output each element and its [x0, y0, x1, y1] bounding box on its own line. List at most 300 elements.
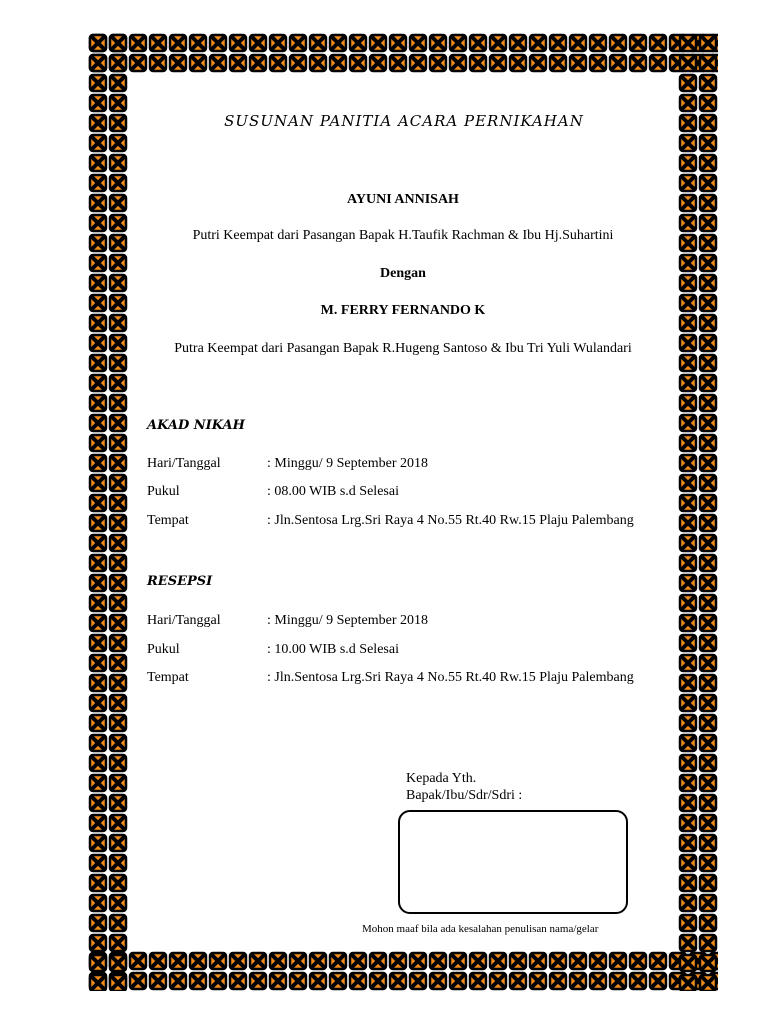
border-knot — [570, 55, 586, 71]
border-knot — [110, 755, 126, 771]
border-knot — [680, 75, 696, 91]
border-knot — [700, 695, 716, 711]
border-knot — [190, 35, 206, 51]
groom-parents: Putra Keempat dari Pasangan Bapak R.Hugeng Santoso & Ibu Tri Yuli Wulandari — [174, 341, 632, 356]
border-knot — [700, 915, 716, 931]
border-knot — [90, 515, 106, 531]
border-knot — [680, 855, 696, 871]
border-knot — [700, 795, 716, 811]
border-knot — [700, 395, 716, 411]
resepsi-time-value: : 10.00 WIB s.d Selesai — [267, 642, 399, 657]
border-knot — [90, 595, 106, 611]
border-knot — [110, 775, 126, 791]
border-knot — [700, 255, 716, 271]
border-knot — [390, 55, 406, 71]
border-knot — [470, 953, 486, 969]
border-knot — [110, 975, 126, 991]
groom-name: M. FERRY FERNANDO K — [320, 303, 486, 318]
border-knot — [90, 215, 106, 231]
border-knot — [350, 973, 366, 989]
border-knot — [90, 335, 106, 351]
border-knot — [680, 515, 696, 531]
border-knot — [90, 635, 106, 651]
border-knot — [250, 35, 266, 51]
border-knot — [680, 975, 696, 991]
border-knot — [110, 135, 126, 151]
border-knot — [110, 615, 126, 631]
border-knot — [530, 973, 546, 989]
border-knot — [130, 973, 146, 989]
border-knot — [290, 55, 306, 71]
border-knot — [680, 275, 696, 291]
border-knot — [680, 815, 696, 831]
border-knot — [310, 35, 326, 51]
border-knot — [680, 915, 696, 931]
border-knot — [110, 515, 126, 531]
border-knot — [490, 953, 506, 969]
border-knot — [680, 655, 696, 671]
border-knot — [150, 55, 166, 71]
border-knot — [90, 495, 106, 511]
border-knot — [680, 355, 696, 371]
border-knot — [700, 435, 716, 451]
resepsi-date-value: : Minggu/ 9 September 2018 — [267, 613, 428, 628]
border-knot — [700, 275, 716, 291]
border-knot — [370, 55, 386, 71]
addressee-line2: Bapak/Ibu/Sdr/Sdri : — [406, 788, 523, 803]
border-knot — [470, 973, 486, 989]
border-knot — [90, 55, 106, 71]
border-knot — [610, 35, 626, 51]
border-knot — [530, 35, 546, 51]
border-knot — [290, 973, 306, 989]
border-knot — [680, 195, 696, 211]
border-knot — [650, 953, 666, 969]
akad-heading: AKAD NIKAH — [147, 418, 245, 433]
border-knot — [680, 255, 696, 271]
border-knot — [680, 435, 696, 451]
border-knot — [680, 595, 696, 611]
border-knot — [90, 75, 106, 91]
border-knot — [700, 135, 716, 151]
akad-time-label: Pukul — [147, 484, 180, 499]
border-knot — [680, 375, 696, 391]
border-knot — [700, 535, 716, 551]
border-knot — [590, 973, 606, 989]
border-knot — [110, 735, 126, 751]
border-knot — [510, 55, 526, 71]
border-knot — [90, 435, 106, 451]
resepsi-place-value: : Jln.Sentosa Lrg.Sri Raya 4 No.55 Rt.40 Rw.15 Plaju Palembang — [267, 670, 634, 685]
border-knot — [90, 875, 106, 891]
border-knot — [700, 895, 716, 911]
border-knot — [370, 973, 386, 989]
border-knot — [110, 435, 126, 451]
border-knot — [700, 555, 716, 571]
border-knot — [490, 55, 506, 71]
border-knot — [350, 953, 366, 969]
border-knot — [90, 475, 106, 491]
border-knot — [700, 675, 716, 691]
border-knot — [680, 535, 696, 551]
border-knot — [570, 953, 586, 969]
border-knot — [680, 895, 696, 911]
border-knot — [680, 95, 696, 111]
border-knot — [110, 315, 126, 331]
border-knot — [310, 973, 326, 989]
border-knot — [110, 935, 126, 951]
border-knot — [110, 455, 126, 471]
border-knot — [110, 575, 126, 591]
border-knot — [390, 973, 406, 989]
border-knot — [680, 575, 696, 591]
resepsi-heading: RESEPSI — [147, 574, 213, 589]
border-knot — [170, 973, 186, 989]
border-knot — [90, 855, 106, 871]
border-knot — [110, 155, 126, 171]
border-knot — [680, 835, 696, 851]
border-knot — [90, 395, 106, 411]
border-knot — [230, 35, 246, 51]
border-knot — [270, 973, 286, 989]
border-knot — [680, 715, 696, 731]
border-knot — [190, 55, 206, 71]
border-knot — [90, 935, 106, 951]
resepsi-time-label: Pukul — [147, 642, 180, 657]
border-knot — [210, 35, 226, 51]
border-knot — [410, 953, 426, 969]
border-knot — [110, 835, 126, 851]
border-knot — [90, 835, 106, 851]
border-knot — [700, 175, 716, 191]
border-knot — [130, 35, 146, 51]
border-pattern-right — [678, 33, 718, 991]
border-knot — [680, 455, 696, 471]
border-knot — [550, 973, 566, 989]
border-knot — [700, 55, 716, 71]
border-knot — [630, 35, 646, 51]
border-knot — [450, 55, 466, 71]
border-knot — [90, 415, 106, 431]
border-knot — [700, 215, 716, 231]
border-knot — [700, 515, 716, 531]
border-knot — [90, 295, 106, 311]
border-knot — [700, 495, 716, 511]
border-knot — [90, 355, 106, 371]
border-knot — [110, 855, 126, 871]
border-knot — [700, 75, 716, 91]
border-knot — [110, 235, 126, 251]
border-knot — [680, 875, 696, 891]
border-knot — [700, 875, 716, 891]
border-knot — [110, 635, 126, 651]
border-knot — [680, 335, 696, 351]
border-knot — [450, 973, 466, 989]
border-knot — [230, 55, 246, 71]
border-knot — [110, 915, 126, 931]
border-knot — [550, 35, 566, 51]
border-knot — [680, 295, 696, 311]
border-knot — [90, 695, 106, 711]
border-knot — [510, 973, 526, 989]
border-knot — [680, 235, 696, 251]
border-knot — [700, 775, 716, 791]
resepsi-date-label: Hari/Tanggal — [147, 613, 221, 628]
border-knot — [170, 55, 186, 71]
border-knot — [110, 715, 126, 731]
border-knot — [570, 973, 586, 989]
border-knot — [680, 415, 696, 431]
border-knot — [150, 973, 166, 989]
border-knot — [680, 495, 696, 511]
border-knot — [700, 715, 716, 731]
border-knot — [110, 295, 126, 311]
border-knot — [90, 195, 106, 211]
border-knot — [350, 55, 366, 71]
border-knot — [680, 775, 696, 791]
border-knot — [700, 355, 716, 371]
border-knot — [110, 335, 126, 351]
border-knot — [130, 953, 146, 969]
border-knot — [90, 655, 106, 671]
border-knot — [680, 175, 696, 191]
border-knot — [110, 95, 126, 111]
border-knot — [700, 415, 716, 431]
border-knot — [90, 555, 106, 571]
border-knot — [110, 655, 126, 671]
border-knot — [110, 555, 126, 571]
border-knot — [110, 815, 126, 831]
border-knot — [700, 95, 716, 111]
border-knot — [270, 953, 286, 969]
border-knot — [700, 815, 716, 831]
border-knot — [90, 175, 106, 191]
border-knot — [700, 315, 716, 331]
border-knot — [700, 375, 716, 391]
border-knot — [700, 575, 716, 591]
border-knot — [350, 35, 366, 51]
border-knot — [110, 675, 126, 691]
border-knot — [370, 35, 386, 51]
border-knot — [650, 35, 666, 51]
border-knot — [470, 55, 486, 71]
border-knot — [430, 973, 446, 989]
border-knot — [110, 795, 126, 811]
border-knot — [590, 55, 606, 71]
border-knot — [210, 953, 226, 969]
border-knot — [110, 695, 126, 711]
border-knot — [680, 795, 696, 811]
addressee-line1: Kepada Yth. — [406, 771, 477, 786]
border-knot — [110, 595, 126, 611]
border-knot — [550, 953, 566, 969]
border-knot — [310, 55, 326, 71]
border-knot — [700, 955, 716, 971]
border-knot — [700, 935, 716, 951]
border-knot — [170, 35, 186, 51]
border-pattern-left — [88, 33, 128, 991]
border-knot — [700, 975, 716, 991]
border-knot — [290, 953, 306, 969]
akad-place-label: Tempat — [147, 513, 189, 528]
border-knot — [570, 35, 586, 51]
border-knot — [700, 455, 716, 471]
border-knot — [650, 973, 666, 989]
border-knot — [680, 155, 696, 171]
border-knot — [680, 955, 696, 971]
border-knot — [90, 455, 106, 471]
border-knot — [110, 395, 126, 411]
border-knot — [510, 953, 526, 969]
border-knot — [390, 35, 406, 51]
border-knot — [150, 953, 166, 969]
border-knot — [110, 75, 126, 91]
border-knot — [700, 475, 716, 491]
border-knot — [90, 795, 106, 811]
border-knot — [190, 953, 206, 969]
border-knot — [230, 953, 246, 969]
border-knot — [90, 755, 106, 771]
border-knot — [370, 953, 386, 969]
border-knot — [700, 615, 716, 631]
border-knot — [250, 55, 266, 71]
border-knot — [110, 275, 126, 291]
border-knot — [110, 955, 126, 971]
akad-place-value: : Jln.Sentosa Lrg.Sri Raya 4 No.55 Rt.40 Rw.15 Plaju Palembang — [267, 513, 634, 528]
border-knot — [90, 155, 106, 171]
border-knot — [410, 973, 426, 989]
border-knot — [700, 635, 716, 651]
border-knot — [680, 735, 696, 751]
border-left — [88, 33, 128, 991]
border-knot — [680, 755, 696, 771]
border-knot — [330, 55, 346, 71]
border-knot — [700, 655, 716, 671]
border-knot — [630, 55, 646, 71]
border-knot — [90, 715, 106, 731]
border-knot — [110, 415, 126, 431]
border-knot — [90, 815, 106, 831]
border-knot — [700, 195, 716, 211]
border-knot — [90, 135, 106, 151]
border-knot — [110, 255, 126, 271]
border-knot — [310, 953, 326, 969]
border-knot — [90, 235, 106, 251]
border-knot — [680, 475, 696, 491]
border-knot — [110, 175, 126, 191]
border-knot — [110, 55, 126, 71]
border-knot — [630, 953, 646, 969]
border-knot — [680, 395, 696, 411]
border-knot — [330, 35, 346, 51]
border-knot — [110, 875, 126, 891]
bride-name: AYUNI ANNISAH — [347, 192, 459, 207]
address-box — [398, 810, 628, 914]
border-knot — [700, 35, 716, 51]
border-pattern-bottom — [88, 951, 718, 991]
border-knot — [490, 35, 506, 51]
border-knot — [90, 675, 106, 691]
border-knot — [700, 835, 716, 851]
border-knot — [90, 955, 106, 971]
border-knot — [90, 615, 106, 631]
border-knot — [680, 215, 696, 231]
border-knot — [680, 615, 696, 631]
border-knot — [90, 775, 106, 791]
border-knot — [330, 973, 346, 989]
border-knot — [700, 855, 716, 871]
border-knot — [610, 55, 626, 71]
border-knot — [590, 35, 606, 51]
border-knot — [410, 35, 426, 51]
border-knot — [390, 953, 406, 969]
border-pattern-top — [88, 33, 718, 73]
border-knot — [680, 675, 696, 691]
border-knot — [410, 55, 426, 71]
border-knot — [110, 355, 126, 371]
border-top — [88, 33, 718, 73]
border-right — [678, 33, 718, 991]
border-knot — [90, 315, 106, 331]
border-knot — [430, 953, 446, 969]
border-knot — [150, 35, 166, 51]
border-knot — [130, 55, 146, 71]
border-knot — [680, 315, 696, 331]
border-knot — [470, 35, 486, 51]
border-knot — [450, 35, 466, 51]
border-knot — [430, 35, 446, 51]
border-knot — [90, 255, 106, 271]
border-knot — [90, 895, 106, 911]
border-knot — [550, 55, 566, 71]
border-knot — [110, 375, 126, 391]
border-knot — [270, 35, 286, 51]
border-knot — [330, 953, 346, 969]
border-knot — [700, 595, 716, 611]
border-knot — [490, 973, 506, 989]
border-knot — [700, 755, 716, 771]
border-knot — [700, 295, 716, 311]
border-knot — [110, 215, 126, 231]
border-knot — [110, 195, 126, 211]
page-title: SUSUNAN PANITIA ACARA PERNIKAHAN — [224, 112, 584, 130]
resepsi-place-label: Tempat — [147, 670, 189, 685]
border-knot — [680, 635, 696, 651]
border-knot — [680, 935, 696, 951]
border-knot — [250, 953, 266, 969]
border-knot — [110, 495, 126, 511]
border-knot — [90, 375, 106, 391]
akad-date-label: Hari/Tanggal — [147, 456, 221, 471]
border-knot — [680, 695, 696, 711]
border-knot — [680, 135, 696, 151]
border-knot — [90, 95, 106, 111]
border-knot — [700, 235, 716, 251]
border-knot — [610, 973, 626, 989]
akad-date-value: : Minggu/ 9 September 2018 — [267, 456, 428, 471]
border-knot — [700, 335, 716, 351]
border-knot — [510, 35, 526, 51]
border-knot — [700, 155, 716, 171]
border-knot — [230, 973, 246, 989]
border-knot — [700, 735, 716, 751]
connector-text: Dengan — [380, 266, 426, 281]
border-knot — [680, 555, 696, 571]
border-knot — [110, 535, 126, 551]
border-knot — [210, 973, 226, 989]
border-knot — [190, 973, 206, 989]
border-knot — [90, 735, 106, 751]
